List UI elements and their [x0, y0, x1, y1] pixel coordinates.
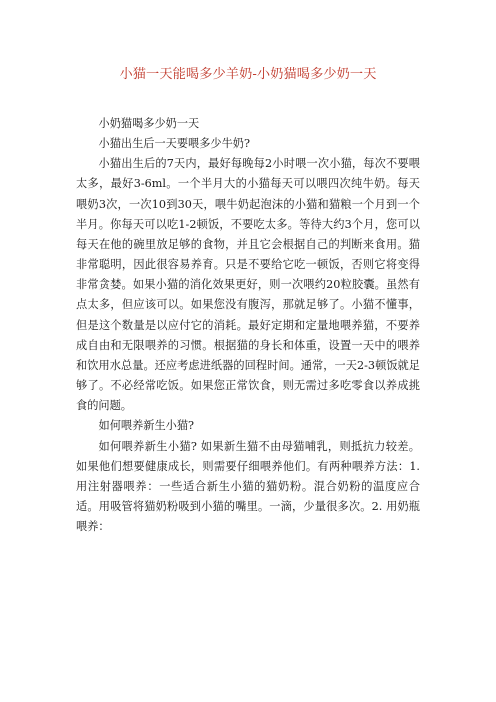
document-title: 小猫一天能喝多少羊奶-小奶猫喝多少奶一天 [119, 67, 377, 82]
paragraph: 如何喂养新生小猫? [98, 419, 194, 433]
paragraph: 小猫出生后的7天内，最好每晚每2小时喂一次小猫，每次不要喂太多，最好3-6ml。一个半月大的小猫每天可以喂四次纯牛奶。每天喂奶3次，一次10到30天，喂牛奶起泡沫的小猫和猫粮一个月到一个半月。你每天可以吃1-2顿饭，不要吃太多。等待大约3个月，您可以每天在他的碗里放足够的食物，并且它会根据自己的判断来食用。猫非常聪明，因此很容易养育。只是不要给它吃一顿饭，否则它将变得非常贪婪。如果小猫的消化效果更好，则一次喂约20粒胶囊。虽然有点太多，但应该可以。如果您没有腹泻，那就足够了。小猫不懂事，但是这个数量是以应付它的消耗。最好定期和定量地喂养猫，不要养成自由和无限喂养的习惯。根据猫的身长和体重，设置一天中的喂养和饮用水总量。还应考虑进纸器的回程时间。通常，一天2-3顿饭就足够了。不必经常吃饭。如果您正常饮食，则无需过多吃零食以养成挑食的问题。 [76, 157, 420, 413]
paragraph: 小猫出生后一天要喂多少牛奶? [98, 137, 250, 151]
document-body [76, 114, 420, 537]
paragraph: 如何喂养新生小猫? 如果新生猫不由母猫哺乳，则抵抗力较差。如果他们想要健康成长，则需要仔细喂养他们。有两种喂养方法：1. 用注射器喂养：一些适合新生小猫的猫奶粉。混合奶粉的温度应合适。用吸管将猫奶粉吸到小猫的嘴里。一滴，少量很多次。2. 用奶瓶喂养： [76, 439, 420, 534]
paragraph: 小奶猫喝多少奶一天 [98, 117, 200, 130]
